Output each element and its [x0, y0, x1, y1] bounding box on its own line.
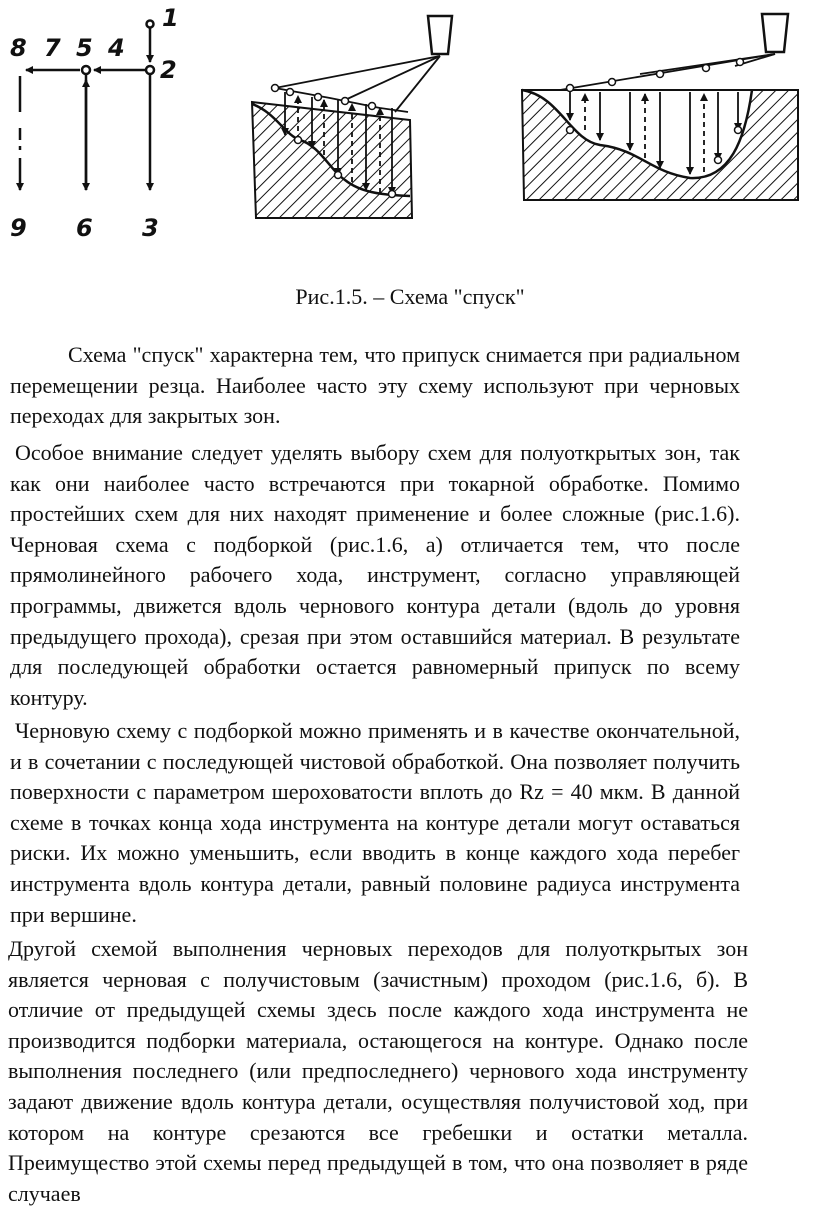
workpiece-diagram-b: [522, 14, 798, 200]
label-point-4: 4: [108, 34, 125, 62]
label-point-5: 5: [76, 34, 93, 62]
label-point-6: 6: [76, 214, 93, 242]
scheme-point-labels: [10, 4, 179, 242]
label-point-7: 7: [44, 34, 61, 62]
paragraph-3: Черновую схему с подборкой можно применять и в качестве окончательной, и в сочетании с последующей чистовой обработкой. Она позволяет получить поверхности с параметром шероховатости вплоть до Rz = 40 мкм. В данной схеме в точках конца хода инструмента на контуре детали могут оставаться риски. Их можно уменьшить, если вводить в конце каждого хода перебег инструмента вдоль контура детали, равный половине радиуса инструмента при вершине.: [10, 718, 740, 927]
label-point-1: 1: [162, 4, 179, 32]
label-point-2: 2: [160, 56, 177, 84]
paragraph-4: Другой схемой выполнения черновых переходов для полуоткрытых зон является черновая с получистовым (зачистным) проходом (рис.1.6, б). В отличие от предыдущей схемы здесь после каждого хода инструмента не производится подборки материала, остающегося на контуре. Однако после выполнения последнего (или предпоследнего) чернового хода инструменту задают движение вдоль контура детали, осуществляя получистовой ход, при котором на контуре срезаются все гребешки и остатки металла. Преимущество этой схемы перед предыдущей в том, что она позволяет в ряде случаев: [8, 936, 748, 1206]
paragraph-1: Схема "спуск" характерна тем, что припуск снимается при радиальном перемещении резца. Наиболее часто эту схему используют при черновых переходах для закрытых зон.: [10, 342, 740, 429]
paragraph-2: Особое внимание следует уделять выбору схем для полуоткрытых зон, так как они наиболее часто встречаются при токарной обработке. Помимо простейших схем для них находят применение и более сложные (рис.1.6). Черновая схема с подборкой (рис.1.6, а) отличается тем, что после прямолинейного рабочего хода, инструмент, согласно управляющей программы, движется вдоль чернового контура детали (вдоль до уровня предыдущего прохода), срезая при этом оставшийся материал. В результате для последующей обработки остается равномерный припуск по всему контуру.: [10, 440, 740, 710]
figure-caption: Рис.1.5. – Схема "спуск": [295, 284, 525, 309]
figure-1-5: [0, 0, 816, 250]
label-point-3: 3: [142, 214, 159, 242]
label-point-9: 9: [10, 214, 27, 242]
label-point-8: 8: [10, 34, 27, 62]
workpiece-diagram-a: [252, 16, 452, 218]
